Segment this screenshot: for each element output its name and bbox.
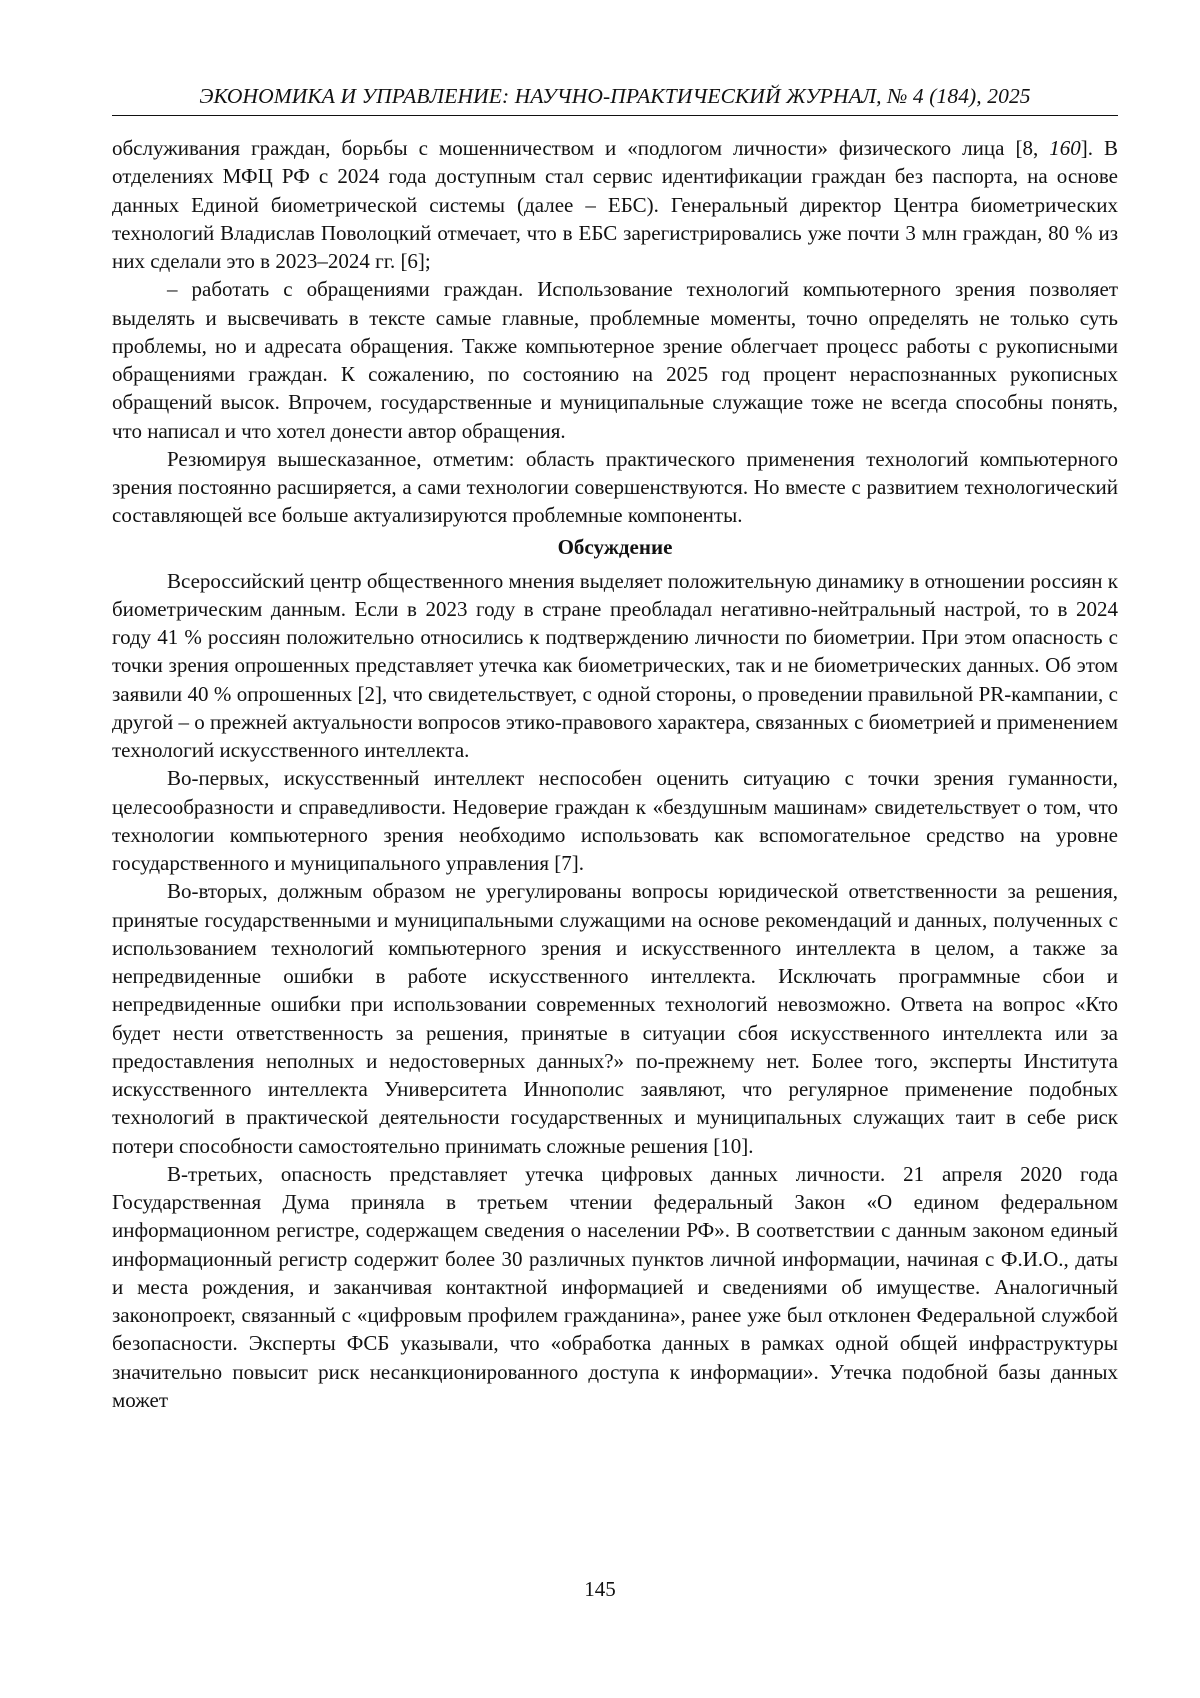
journal-running-header: ЭКОНОМИКА И УПРАВЛЕНИЕ: НАУЧНО-ПРАКТИЧЕСКИЙ ЖУРНАЛ, № 4 (184), 2025 (112, 82, 1118, 110)
paragraph-5: Во-первых, искусственный интеллект неспособен оценить ситуацию с точки зрения гуманности, целесообразности и справедливости. Недоверие граждан к «бездушным машинам» свидетельствует о том, что технологии компьютерного зрения необходимо использовать как вспомогательное средство на уровне государственного и муниципального управления [7]. (112, 764, 1118, 877)
paragraph-3: Резюмируя вышесказанное, отметим: область практического применения технологий компьютерного зрения постоянно расширяется, а сами технологии совершенствуются. Но вместе с развитием технологический составляющей все больше актуализируются проблемные компоненты. (112, 445, 1118, 530)
paragraph-4: Всероссийский центр общественного мнения выделяет положительную динамику в отношении россиян к биометрическим данным. Если в 2023 году в стране преобладал негативно-нейтральный настрой, то в 2024 году 41 % россиян положительно относились к подтверждению личности по биометрии. При этом опасность с точки зрения опрошенных представляет утечка как биометрических, так и не биометрических данных. Об этом заявили 40 % опрошенных [2], что свидетельствует, с одной стороны, о проведении правильной PR-кампании, с другой – о прежней актуальности вопросов этико-правового характера, связанных с биометрией и применением технологий искусственного интеллекта. (112, 567, 1118, 765)
citation-page-reference: 160 (1049, 136, 1081, 160)
paragraph-1-text-start: обслуживания граждан, борьбы с мошенничеством и «подлогом личности» физического лица [8, (112, 136, 1049, 160)
paragraph-6: Во-вторых, должным образом не урегулированы вопросы юридической ответственности за решения, принятые государственными и муниципальными служащими на основе рекомендаций и данных, полученных с использованием технологий компьютерного зрения и искусственного интеллекта в целом, а также за непредвиденные ошибки в работе искусственного интеллекта. Исключать программные сбои и непредвиденные ошибки при использовании современных технологий невозможно. Ответа на вопрос «Кто будет нести ответственность за решения, принятые в ситуации сбоя искусственного интеллекта или за предоставления неполных и недостоверных данных?» по-прежнему нет. Более того, эксперты Института искусственного интеллекта Университета Иннополис заявляют, что регулярное применение подобных технологий в практической деятельности государственных и муниципальных служащих таит в себе риск потери способности самостоятельно принимать сложные решения [10]. (112, 877, 1118, 1160)
paragraph-7: В-третьих, опасность представляет утечка цифровых данных личности. 21 апреля 2020 года Государственная Дума приняла в третьем чтении федеральный Закон «О едином федеральном информационном регистре, содержащем сведения о населении РФ». В соответствии с данным законом единый информационный регистр содержит более 30 различных пунктов личной информации, начиная с Ф.И.О., даты и места рождения, и заканчивая контактной информацией и сведениями об имуществе. Аналогичный законопроект, связанный с «цифровым профилем гражданина», ранее уже был отклонен Федеральной службой безопасности. Эксперты ФСБ указывали, что «обработка данных в рамках одной общей инфраструктуры значительно повысит риск несанкционированного доступа к информации». Утечка подобной базы данных может (112, 1160, 1118, 1414)
paragraph-2: – работать с обращениями граждан. Использование технологий компьютерного зрения позволяет выделять и высвечивать в тексте самые главные, проблемные моменты, точно определять не только суть проблемы, но и адресата обращения. Также компьютерное зрение облегчает процесс работы с рукописными обращениями граждан. К сожалению, по состоянию на 2025 год процент нераспознанных рукописных обращений высок. Впрочем, государственные и муниципальные служащие тоже не всегда способны понять, что написал и что хотел донести автор обращения. (112, 275, 1118, 445)
article-body (112, 134, 1118, 1414)
paragraph-1 (112, 134, 1118, 275)
paragraph-1-text-end: ]. В отделениях МФЦ РФ с 2024 года доступным стал сервис идентификации граждан без паспорта, на основе данных Единой биометрической системы (далее – ЕБС). Генеральный директор Центра биометрических технологий Владислав Поволоцкий отмечает, что в ЕБС зарегистрировались уже почти 3 млн граждан, 80 % из них сделали это в 2023–2024 гг. [6]; (112, 136, 1118, 273)
header-divider (112, 115, 1118, 116)
page-number: 145 (0, 1576, 1200, 1602)
section-heading-discussion: Обсуждение (112, 530, 1118, 567)
